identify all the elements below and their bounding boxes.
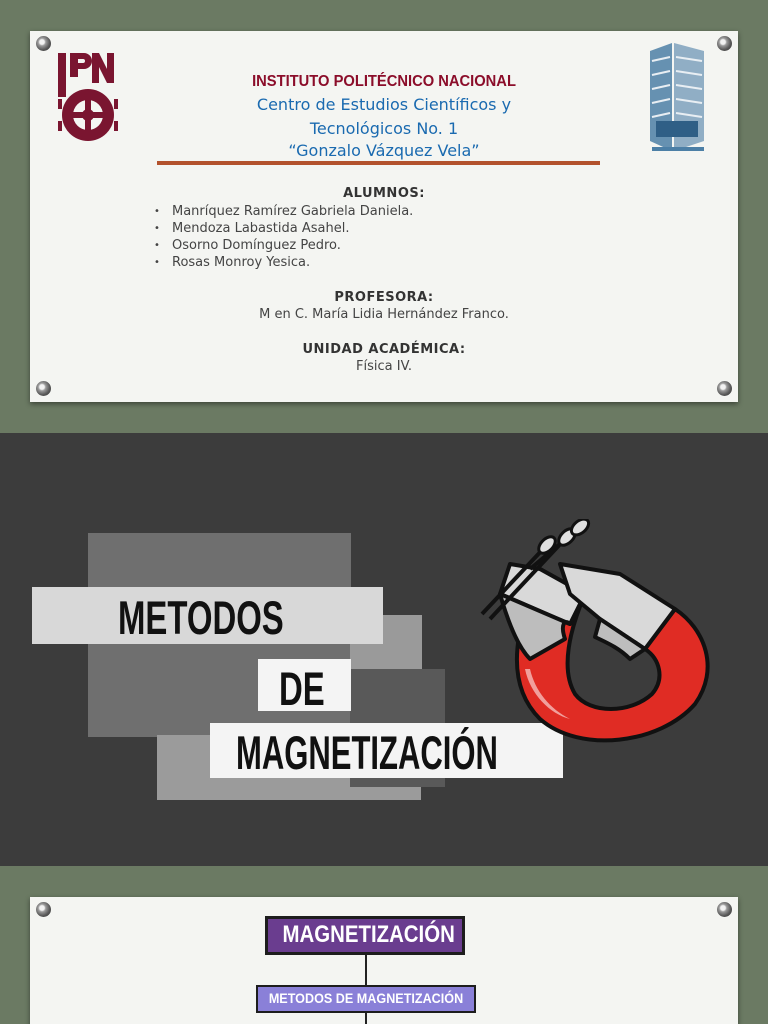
connector-line (365, 1013, 367, 1024)
student-name: Mendoza Labastida Asahel. (172, 221, 350, 236)
concept-map-card (30, 897, 738, 1024)
list-item: • Osorno Domínguez Pedro. (154, 238, 341, 253)
student-name: Rosas Monroy Yesica. (172, 255, 311, 270)
students-list (154, 203, 413, 271)
concept-root-label: MAGNETIZACIÓN (282, 921, 455, 948)
teacher-heading: PROFESORA: (334, 290, 434, 305)
connector-line (365, 955, 367, 985)
unit-heading: UNIDAD ACADÉMICA: (302, 342, 466, 357)
school-name-line-2: Tecnológicos No. 1 (309, 119, 459, 138)
cover-card (30, 31, 738, 402)
list-item: • Manríquez Ramírez Gabriela Daniela. (154, 204, 414, 219)
pin-icon (36, 381, 51, 396)
unit-name: Física IV. (356, 359, 412, 374)
concept-child-node (256, 985, 476, 1013)
school-name-line-3: “Gonzalo Vázquez Vela” (288, 141, 480, 160)
pin-icon (36, 902, 51, 917)
title-word-3: MAGNETIZACIÓN (236, 726, 498, 779)
students-heading: ALUMNOS: (343, 186, 425, 201)
concept-child-label: METODOS DE MAGNETIZACIÓN (268, 990, 464, 1006)
title-word-2: DE (279, 662, 325, 715)
list-item: • Mendoza Labastida Asahel. (154, 221, 350, 236)
pin-icon (717, 902, 732, 917)
list-item: • Rosas Monroy Yesica. (154, 255, 311, 270)
slide-1 (0, 0, 768, 432)
horseshoe-magnet-icon (470, 519, 732, 757)
institution-name: INSTITUTO POLITÉCNICO NACIONAL (252, 73, 516, 90)
concept-root-node (265, 916, 465, 955)
student-name: Osorno Domínguez Pedro. (172, 238, 341, 253)
school-name-line-1: Centro de Estudios Científicos y (256, 95, 512, 114)
title-divider (157, 161, 600, 165)
pin-icon (36, 36, 51, 51)
slide-2 (0, 433, 768, 866)
student-name: Manríquez Ramírez Gabriela Daniela. (172, 204, 414, 219)
teacher-name: M en C. María Lidia Hernández Franco. (259, 307, 509, 322)
pin-icon (717, 381, 732, 396)
title-word-1: METODOS (118, 591, 284, 644)
pin-icon (717, 36, 732, 51)
